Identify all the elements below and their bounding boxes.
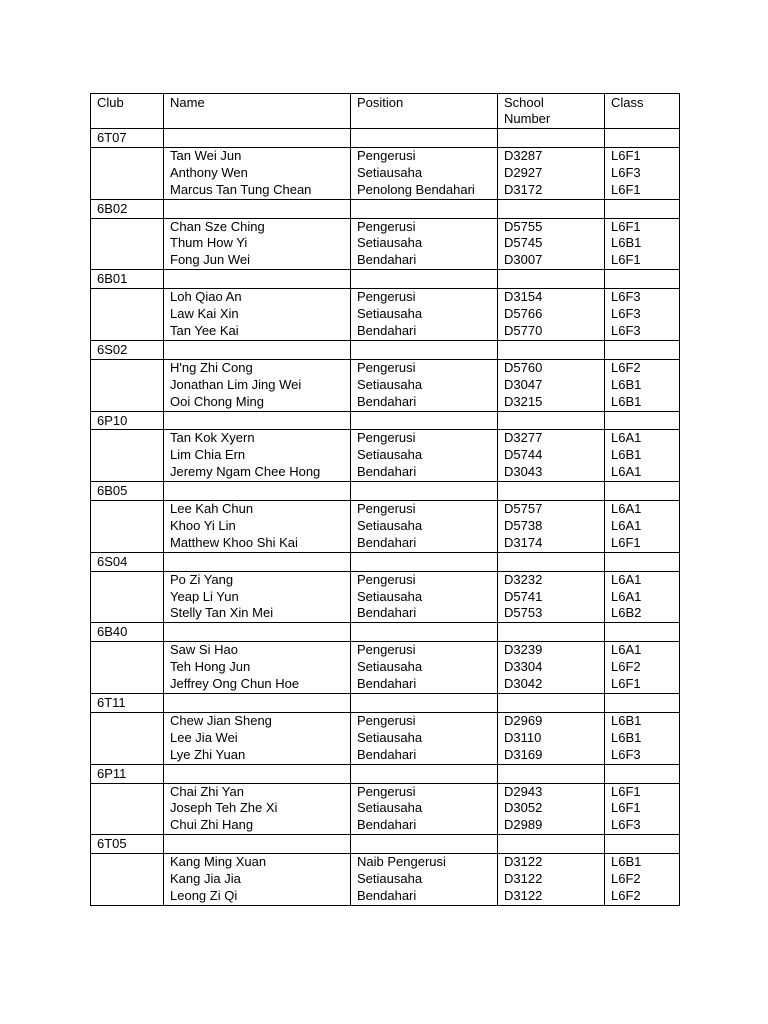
member-school-number: D5745 (504, 235, 543, 251)
member-position: Pengerusi (357, 218, 416, 234)
member-class-cell (605, 289, 680, 341)
member-name: Khoo Yi Lin (170, 517, 236, 533)
member-school-number: D3287 (504, 147, 543, 163)
empty-cell (351, 411, 498, 430)
header-club: Club (91, 94, 164, 129)
header-school-number-line-2: Number (504, 110, 551, 126)
member-name-cell (164, 147, 351, 199)
empty-cell (164, 552, 351, 571)
member-class: L6F1 (611, 252, 641, 268)
header-school-number-line-1: School (504, 95, 544, 110)
member-position: Setiausaha (357, 306, 423, 322)
member-position: Bendahari (357, 676, 417, 692)
member-school-number: D3122 (504, 887, 543, 903)
member-name: Lye Zhi Yuan (170, 746, 246, 762)
empty-cell (605, 552, 680, 571)
member-school-number: D5755 (504, 218, 543, 234)
member-school-number-cell (498, 854, 605, 906)
member-school-number: D5757 (504, 501, 543, 517)
empty-cell (605, 764, 680, 783)
member-school-number: D3110 (504, 729, 542, 745)
member-position: Bendahari (357, 252, 417, 268)
member-position-cell (351, 712, 498, 764)
empty-cell (164, 694, 351, 713)
member-class: L6A1 (611, 571, 642, 587)
member-class: L6B1 (611, 712, 642, 728)
member-school-number: D3169 (504, 746, 543, 762)
empty-cell (91, 571, 164, 623)
member-position: Bendahari (357, 393, 417, 409)
member-name: Kang Ming Xuan (170, 854, 267, 870)
club-row (91, 482, 680, 501)
member-name: Anthony Wen (170, 164, 248, 180)
empty-cell (91, 854, 164, 906)
member-position: Bendahari (357, 605, 417, 621)
member-position: Bendahari (357, 887, 417, 903)
member-school-number: D2927 (504, 164, 543, 180)
member-name: Lee Kah Chun (170, 501, 254, 517)
member-position: Pengerusi (357, 712, 416, 728)
empty-cell (605, 199, 680, 218)
member-school-number-cell (498, 712, 605, 764)
empty-cell (351, 199, 498, 218)
member-class: L6B2 (611, 605, 642, 621)
member-group-row (91, 359, 680, 411)
empty-cell (91, 359, 164, 411)
empty-cell (91, 501, 164, 553)
member-position: Pengerusi (357, 783, 416, 799)
empty-cell (498, 199, 605, 218)
club-code-cell: 6B40 (91, 623, 164, 642)
member-position: Setiausaha (357, 376, 423, 392)
member-class-cell (605, 147, 680, 199)
member-class-cell (605, 854, 680, 906)
member-position-cell (351, 218, 498, 270)
empty-cell (91, 642, 164, 694)
member-group-row (91, 430, 680, 482)
member-group-row (91, 571, 680, 623)
member-name: Matthew Khoo Shi Kai (170, 534, 298, 550)
empty-cell (91, 430, 164, 482)
header-position: Position (351, 94, 498, 129)
member-name-cell (164, 854, 351, 906)
club-code-cell: 6P10 (91, 411, 164, 430)
member-school-number-cell (498, 359, 605, 411)
member-position-cell (351, 359, 498, 411)
member-name: Marcus Tan Tung Chean (170, 181, 312, 197)
club-code-cell: 6B05 (91, 482, 164, 501)
member-class-cell (605, 712, 680, 764)
club-code-cell: 6T05 (91, 835, 164, 854)
member-class: L6F2 (611, 871, 641, 887)
empty-cell (605, 340, 680, 359)
member-school-number: D5760 (504, 359, 543, 375)
empty-cell (498, 129, 605, 148)
club-row (91, 199, 680, 218)
empty-cell (351, 482, 498, 501)
club-row (91, 694, 680, 713)
empty-cell (164, 623, 351, 642)
member-name: Kang Jia Jia (170, 871, 241, 887)
club-committee-table-container (90, 93, 679, 906)
member-class: L6F1 (611, 534, 641, 550)
member-class: L6F1 (611, 147, 641, 163)
empty-cell (498, 552, 605, 571)
member-class-cell (605, 359, 680, 411)
member-position: Setiausaha (357, 164, 423, 180)
member-school-number: D3122 (504, 871, 543, 887)
member-name: Lee Jia Wei (170, 729, 238, 745)
member-school-number: D3047 (504, 376, 543, 392)
member-name: Yeap Li Yun (170, 588, 239, 604)
member-school-number: D3042 (504, 676, 543, 692)
member-name: Leong Zi Qi (170, 887, 238, 903)
member-class: L6B1 (611, 729, 642, 745)
empty-cell (91, 783, 164, 835)
empty-cell (498, 764, 605, 783)
empty-cell (351, 623, 498, 642)
club-code-cell: 6P11 (91, 764, 164, 783)
empty-cell (164, 340, 351, 359)
member-name-cell (164, 359, 351, 411)
member-position-cell (351, 642, 498, 694)
member-school-number-cell (498, 430, 605, 482)
member-position: Setiausaha (357, 659, 423, 675)
empty-cell (605, 270, 680, 289)
member-group-row (91, 218, 680, 270)
member-position-cell (351, 501, 498, 553)
member-school-number: D5741 (504, 588, 543, 604)
member-name: Jonathan Lim Jing Wei (170, 376, 302, 392)
club-code-cell: 6S04 (91, 552, 164, 571)
empty-cell (91, 147, 164, 199)
member-school-number: D3304 (504, 659, 543, 675)
member-school-number: D3122 (504, 854, 543, 870)
member-school-number: D5744 (504, 447, 543, 463)
empty-cell (498, 835, 605, 854)
member-school-number: D2943 (504, 783, 543, 799)
member-position: Setiausaha (357, 729, 423, 745)
member-class: L6F2 (611, 887, 641, 903)
member-class: L6B1 (611, 447, 642, 463)
member-school-number: D3232 (504, 571, 543, 587)
club-code-cell: 6B02 (91, 199, 164, 218)
member-school-number: D3239 (504, 642, 543, 658)
member-class: L6B1 (611, 854, 642, 870)
empty-cell (498, 623, 605, 642)
member-name: Joseph Teh Zhe Xi (170, 800, 278, 816)
member-school-number-cell (498, 642, 605, 694)
member-class: L6F3 (611, 306, 641, 322)
member-position: Naib Pengerusi (357, 854, 446, 870)
member-name: Po Zi Yang (170, 571, 234, 587)
member-school-number-cell (498, 783, 605, 835)
member-position-cell (351, 783, 498, 835)
member-position: Bendahari (357, 464, 417, 480)
empty-cell (164, 199, 351, 218)
club-code-cell: 6T07 (91, 129, 164, 148)
member-class: L6A1 (611, 642, 642, 658)
member-name-cell (164, 501, 351, 553)
member-position: Pengerusi (357, 359, 416, 375)
member-class: L6F2 (611, 359, 641, 375)
member-group-row (91, 289, 680, 341)
member-name-cell (164, 712, 351, 764)
member-group-row (91, 783, 680, 835)
member-school-number: D3052 (504, 800, 543, 816)
member-group-row (91, 712, 680, 764)
club-code-cell: 6T11 (91, 694, 164, 713)
member-class: L6A1 (611, 517, 642, 533)
empty-cell (164, 764, 351, 783)
member-class: L6F1 (611, 676, 641, 692)
header-class: Class (605, 94, 680, 129)
member-class-cell (605, 642, 680, 694)
member-class: L6A1 (611, 588, 642, 604)
empty-cell (164, 482, 351, 501)
member-class: L6B1 (611, 235, 642, 251)
member-class: L6F1 (611, 783, 641, 799)
member-name: Chew Jian Sheng (170, 712, 272, 728)
member-school-number: D5753 (504, 605, 543, 621)
member-class-cell (605, 218, 680, 270)
member-class: L6F1 (611, 181, 641, 197)
member-name: Chai Zhi Yan (170, 783, 244, 799)
empty-cell (605, 482, 680, 501)
member-name: Ooi Chong Ming (170, 393, 264, 409)
member-name: Loh Qiao An (170, 289, 242, 305)
member-name-cell (164, 430, 351, 482)
member-name: Chan Sze Ching (170, 218, 265, 234)
club-committee-table (90, 93, 680, 906)
empty-cell (164, 411, 351, 430)
empty-cell (91, 218, 164, 270)
member-group-row (91, 147, 680, 199)
header-school-number (498, 94, 605, 129)
member-group-row (91, 501, 680, 553)
member-position: Setiausaha (357, 447, 423, 463)
member-position: Bendahari (357, 322, 417, 338)
empty-cell (351, 129, 498, 148)
member-name: Lim Chia Ern (170, 447, 246, 463)
member-position-cell (351, 854, 498, 906)
member-school-number: D5738 (504, 517, 543, 533)
club-row (91, 270, 680, 289)
member-name-cell (164, 571, 351, 623)
member-name: Stelly Tan Xin Mei (170, 605, 274, 621)
member-position: Pengerusi (357, 289, 416, 305)
member-class: L6A1 (611, 430, 642, 446)
member-name: Law Kai Xin (170, 306, 239, 322)
member-name-cell (164, 218, 351, 270)
member-name: Tan Wei Jun (170, 147, 242, 163)
empty-cell (605, 623, 680, 642)
club-row (91, 552, 680, 571)
empty-cell (351, 270, 498, 289)
member-class: L6F3 (611, 817, 641, 833)
empty-cell (164, 129, 351, 148)
empty-cell (605, 835, 680, 854)
member-class: L6F3 (611, 322, 641, 338)
member-class: L6F3 (611, 164, 641, 180)
member-position: Pengerusi (357, 571, 416, 587)
member-name-cell (164, 289, 351, 341)
member-school-number: D3172 (504, 181, 543, 197)
member-position: Setiausaha (357, 588, 423, 604)
member-position: Setiausaha (357, 517, 423, 533)
member-name: Teh Hong Jun (170, 659, 251, 675)
member-position: Setiausaha (357, 235, 423, 251)
empty-cell (498, 411, 605, 430)
empty-cell (91, 712, 164, 764)
member-name: Thum How Yi (170, 235, 248, 251)
member-class-cell (605, 571, 680, 623)
empty-cell (498, 482, 605, 501)
member-class: L6B1 (611, 393, 642, 409)
member-class: L6F3 (611, 289, 641, 305)
member-school-number: D5766 (504, 306, 543, 322)
member-school-number: D3277 (504, 430, 543, 446)
empty-cell (605, 694, 680, 713)
member-school-number: D3215 (504, 393, 543, 409)
member-class: L6F2 (611, 659, 641, 675)
member-position: Pengerusi (357, 501, 416, 517)
member-class-cell (605, 430, 680, 482)
member-school-number-cell (498, 147, 605, 199)
member-group-row (91, 642, 680, 694)
member-position-cell (351, 571, 498, 623)
header-row (91, 94, 680, 129)
empty-cell (498, 270, 605, 289)
member-school-number-cell (498, 218, 605, 270)
member-group-row (91, 854, 680, 906)
member-school-number: D3174 (504, 534, 543, 550)
empty-cell (351, 552, 498, 571)
empty-cell (164, 835, 351, 854)
member-school-number: D3007 (504, 252, 543, 268)
member-school-number: D2989 (504, 817, 543, 833)
member-name: Tan Kok Xyern (170, 430, 255, 446)
member-school-number: D3154 (504, 289, 543, 305)
member-class: L6B1 (611, 376, 642, 392)
empty-cell (498, 694, 605, 713)
member-school-number-cell (498, 571, 605, 623)
club-code-cell: 6S02 (91, 340, 164, 359)
club-row (91, 835, 680, 854)
member-class: L6A1 (611, 501, 642, 517)
member-position: Setiausaha (357, 871, 423, 887)
member-name: Tan Yee Kai (170, 322, 239, 338)
member-class: L6A1 (611, 464, 642, 480)
member-school-number: D5770 (504, 322, 543, 338)
member-name-cell (164, 783, 351, 835)
member-position: Pengerusi (357, 147, 416, 163)
member-class: L6F1 (611, 218, 641, 234)
member-position: Penolong Bendahari (357, 181, 475, 197)
empty-cell (351, 764, 498, 783)
member-class: L6F3 (611, 746, 641, 762)
member-position-cell (351, 147, 498, 199)
member-name: H'ng Zhi Cong (170, 359, 253, 375)
club-row (91, 764, 680, 783)
member-position-cell (351, 289, 498, 341)
empty-cell (164, 270, 351, 289)
club-code-cell: 6B01 (91, 270, 164, 289)
member-position: Setiausaha (357, 800, 423, 816)
empty-cell (351, 694, 498, 713)
member-class: L6F1 (611, 800, 641, 816)
member-name: Saw Si Hao (170, 642, 238, 658)
member-position: Pengerusi (357, 642, 416, 658)
member-school-number-cell (498, 501, 605, 553)
club-row (91, 411, 680, 430)
member-name: Chui Zhi Hang (170, 817, 254, 833)
member-position-cell (351, 430, 498, 482)
empty-cell (498, 340, 605, 359)
member-school-number: D3043 (504, 464, 543, 480)
empty-cell (91, 289, 164, 341)
member-school-number-cell (498, 289, 605, 341)
empty-cell (605, 411, 680, 430)
member-position: Bendahari (357, 817, 417, 833)
member-class-cell (605, 501, 680, 553)
club-row (91, 129, 680, 148)
empty-cell (605, 129, 680, 148)
table-body (91, 94, 680, 906)
header-name: Name (164, 94, 351, 129)
club-row (91, 340, 680, 359)
club-row (91, 623, 680, 642)
member-name: Jeffrey Ong Chun Hoe (170, 676, 300, 692)
member-class-cell (605, 783, 680, 835)
member-position: Bendahari (357, 746, 417, 762)
member-school-number: D2969 (504, 712, 543, 728)
empty-cell (351, 340, 498, 359)
member-name: Fong Jun Wei (170, 252, 250, 268)
member-name-cell (164, 642, 351, 694)
member-position: Pengerusi (357, 430, 416, 446)
member-position: Bendahari (357, 534, 417, 550)
member-name: Jeremy Ngam Chee Hong (170, 464, 321, 480)
empty-cell (351, 835, 498, 854)
